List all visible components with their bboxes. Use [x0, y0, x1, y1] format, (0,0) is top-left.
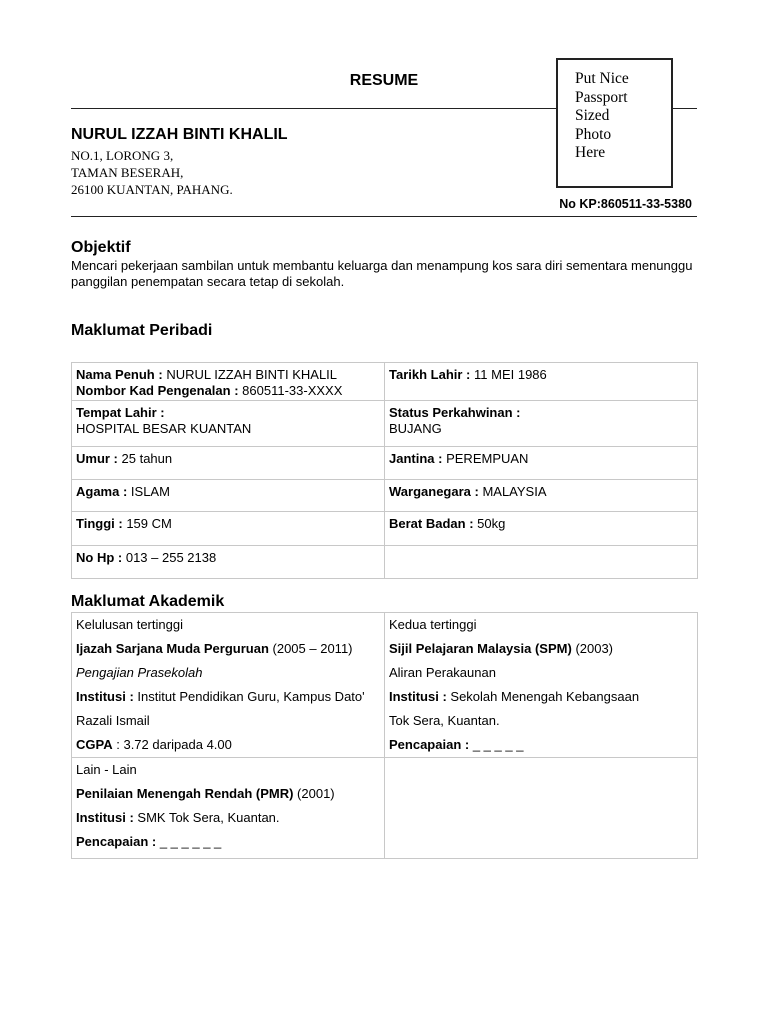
qualification-years: (2001) [297, 786, 335, 801]
institution-name: SMK Tok Sera, Kuantan. [137, 810, 280, 825]
cgpa-value: : 3.72 daripada 4.00 [116, 737, 232, 752]
objective-heading: Objektif [71, 239, 131, 256]
personal-info-table [71, 362, 698, 579]
qualification-years: (2003) [575, 641, 614, 656]
address-line: NO.1, LORONG 3, [71, 148, 174, 163]
institution-name-cont: Tok Sera, Kuantan. [389, 713, 500, 728]
table-row [72, 363, 698, 401]
field-label: Institusi : [389, 689, 447, 704]
table-row [72, 613, 698, 758]
qualification: Sijil Pelajaran Malaysia (SPM) [389, 641, 572, 656]
photo-text-line: Put Nice [575, 70, 629, 87]
field-value: MALAYSIA [482, 484, 547, 499]
table-cell [385, 758, 698, 859]
photo-placeholder-text [575, 70, 629, 163]
institution-name: Institut Pendidikan Guru, Kampus Dato' [137, 689, 365, 704]
table-cell [385, 512, 698, 546]
field-value: HOSPITAL BESAR KUANTAN [76, 421, 252, 436]
table-row [72, 447, 698, 480]
field-label: Jantina : [389, 451, 443, 466]
table-cell [385, 480, 698, 512]
field-value: PEREMPUAN [446, 451, 529, 466]
field-label: Pencapaian : [76, 834, 157, 849]
table-cell [72, 546, 385, 579]
field-label: Tempat Lahir : [76, 405, 165, 420]
table-row [72, 758, 698, 859]
table-row [72, 546, 698, 579]
table-cell [385, 401, 698, 447]
qualification-years: (2005 – 2011) [272, 641, 353, 656]
address-line: TAMAN BESERAH, [71, 165, 184, 180]
qualification: Penilaian Menengah Rendah (PMR) [76, 786, 294, 801]
table-row [72, 401, 698, 447]
education-level: Kedua tertinggi [389, 617, 477, 632]
photo-text-line: Passport [575, 88, 628, 106]
field-value: 50kg [477, 516, 506, 531]
education-level: Lain - Lain [76, 762, 137, 777]
table-cell [385, 363, 698, 401]
table-cell [72, 401, 385, 447]
table-row [72, 480, 698, 512]
applicant-name: NURUL IZZAH BINTI KHALIL [71, 126, 288, 143]
achievement-value: _ _ _ _ _ _ [159, 834, 222, 849]
table-cell [385, 546, 698, 579]
field-label: Pencapaian : [389, 737, 470, 752]
field-of-study: Pengajian Prasekolah [76, 665, 203, 680]
achievement-value: _ _ _ _ _ [472, 737, 524, 752]
table-cell [72, 447, 385, 480]
table-cell [72, 512, 385, 546]
field-label: Nama Penuh : [76, 367, 163, 382]
photo-text-line: Photo [575, 125, 612, 143]
field-label: Institusi : [76, 810, 134, 825]
objective-text: Mencari pekerjaan sambilan untuk membantu keluarga dan menampung kos sara diri sementara menunggu panggilan penempatan secara tetap di sekolah. [71, 258, 693, 289]
table-cell [385, 447, 698, 480]
document-title: RESUME [349, 72, 419, 89]
photo-placeholder [556, 58, 673, 188]
address-line: 26100 KUANTAN, PAHANG. [71, 182, 233, 197]
field-label: Tarikh Lahir : [389, 367, 471, 382]
photo-text-line: Here [575, 144, 606, 161]
table-cell [72, 363, 385, 401]
education-level: Kelulusan tertinggi [76, 617, 183, 632]
field-value: NURUL IZZAH BINTI KHALIL [166, 367, 338, 382]
field-value: ISLAM [130, 484, 170, 499]
personal-heading: Maklumat Peribadi [71, 322, 213, 339]
field-label: Status Perkahwinan : [389, 405, 521, 420]
field-value: 013 – 255 2138 [125, 550, 217, 565]
photo-text-line: Sized [575, 107, 610, 124]
field-label: Umur : [76, 451, 118, 466]
table-cell [72, 480, 385, 512]
field-label: Nombor Kad Pengenalan : [76, 383, 239, 398]
field-value: BUJANG [389, 421, 442, 436]
field-value: 860511-33-XXXX [242, 383, 343, 398]
table-cell [72, 758, 385, 859]
institution-name-cont: Razali Ismail [76, 713, 150, 728]
table-row [72, 512, 698, 546]
field-label: Agama : [76, 484, 128, 499]
field-of-study: Aliran Perakaunan [389, 665, 496, 680]
table-cell [385, 613, 698, 758]
field-label: No Hp : [76, 550, 123, 565]
academic-info-table [71, 612, 698, 859]
qualification: Ijazah Sarjana Muda Perguruan [76, 641, 269, 656]
field-label: Berat Badan : [389, 516, 474, 531]
address-rule [71, 216, 697, 217]
table-cell [72, 613, 385, 758]
academic-heading: Maklumat Akademik [71, 593, 225, 610]
field-label: Tinggi : [76, 516, 123, 531]
field-label: Warganegara : [389, 484, 479, 499]
field-value: 159 CM [126, 516, 172, 531]
field-value: 11 MEI 1986 [474, 367, 547, 382]
field-label: CGPA [76, 737, 113, 752]
institution-name: Sekolah Menengah Kebangsaan [450, 689, 640, 704]
field-value: 25 tahun [121, 451, 173, 466]
kp-number: No KP:860511-33-5380 [559, 197, 692, 211]
field-label: Institusi : [76, 689, 134, 704]
